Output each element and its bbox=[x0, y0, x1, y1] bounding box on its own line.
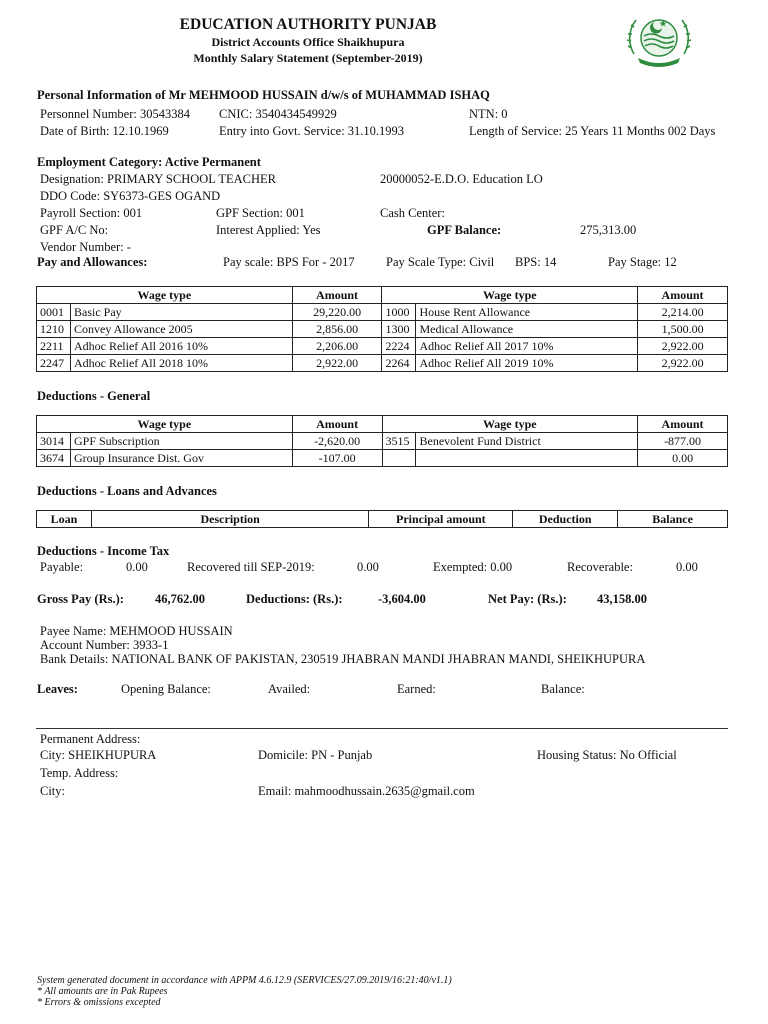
loan-header: Loan bbox=[37, 511, 92, 528]
bps: BPS: 14 bbox=[515, 255, 557, 269]
domicile: Domicile: PN - Punjab bbox=[258, 748, 373, 762]
table-row bbox=[37, 321, 728, 338]
tax-exempted: Exempted: 0.00 bbox=[433, 560, 513, 574]
wage-code: 3515 bbox=[382, 433, 416, 450]
wage-amount: 2,206.00 bbox=[292, 338, 382, 355]
deductions-total-value: -3,604.00 bbox=[378, 592, 426, 606]
leaves-label: Leaves: bbox=[37, 682, 78, 696]
employment-category: Employment Category: Active Permanent bbox=[37, 155, 261, 169]
punjab-government-logo-icon bbox=[624, 8, 694, 70]
tax-payable-label: Payable: bbox=[40, 560, 84, 574]
wage-code: 1210 bbox=[37, 321, 71, 338]
personal-info-heading: Personal Information of Mr MEHMOOD HUSSAIN d/w/s of MUHAMMAD ISHAQ bbox=[37, 88, 490, 102]
income-tax-heading: Deductions - Income Tax bbox=[37, 544, 170, 558]
date-of-birth: Date of Birth: 12.10.1969 bbox=[40, 124, 169, 138]
net-pay-value: 43,158.00 bbox=[597, 592, 647, 606]
table-row bbox=[37, 355, 728, 372]
wage-description: Medical Allowance bbox=[416, 321, 638, 338]
gpf-account-number: GPF A/C No: bbox=[40, 223, 109, 237]
pay-stage: Pay Stage: 12 bbox=[608, 255, 677, 269]
footer-currency-note: * All amounts are in Pak Rupees bbox=[37, 986, 168, 997]
leaves-earned: Earned: bbox=[397, 682, 436, 696]
tax-recovered-label: Recovered till SEP-2019: bbox=[187, 560, 315, 574]
principal-amount-header: Principal amount bbox=[369, 511, 513, 528]
wage-description: Adhoc Relief All 2018 10% bbox=[70, 355, 292, 372]
wage-type-header: Wage type bbox=[382, 287, 638, 304]
wage-description: Convey Allowance 2005 bbox=[70, 321, 292, 338]
tax-recovered-value: 0.00 bbox=[357, 560, 379, 574]
table-header-row bbox=[37, 416, 728, 433]
wage-amount: 1,500.00 bbox=[638, 321, 728, 338]
city: City: SHEIKHUPURA bbox=[40, 748, 157, 762]
personnel-number: Personnel Number: 30543384 bbox=[40, 107, 190, 121]
wage-code: 2264 bbox=[382, 355, 416, 372]
description-header: Description bbox=[91, 511, 368, 528]
table-row bbox=[37, 304, 728, 321]
wage-description bbox=[416, 450, 638, 467]
wage-description: Adhoc Relief All 2019 10% bbox=[416, 355, 638, 372]
gpf-balance-label: GPF Balance: bbox=[427, 223, 502, 237]
wage-code: 0001 bbox=[37, 304, 71, 321]
table-header-row bbox=[37, 511, 728, 528]
govt-service-entry: Entry into Govt. Service: 31.10.1993 bbox=[219, 124, 405, 138]
wage-amount: 29,220.00 bbox=[292, 304, 382, 321]
wage-code: 3014 bbox=[37, 433, 71, 450]
table-row bbox=[37, 338, 728, 355]
wage-code: 1000 bbox=[382, 304, 416, 321]
wage-description: House Rent Allowance bbox=[416, 304, 638, 321]
tax-recoverable-value: 0.00 bbox=[676, 560, 698, 574]
permanent-address: Permanent Address: bbox=[40, 732, 141, 746]
deductions-total-label: Deductions: (Rs.): bbox=[246, 592, 343, 606]
amount-header: Amount bbox=[292, 416, 382, 433]
ntn: NTN: 0 bbox=[469, 107, 508, 121]
email: Email: mahmoodhussain.2635@gmail.com bbox=[258, 784, 475, 798]
pay-scale-type: Pay Scale Type: Civil bbox=[386, 255, 495, 269]
statement-title: Monthly Salary Statement (September-2019) bbox=[193, 51, 423, 65]
pay-allowances-heading: Pay and Allowances: bbox=[37, 255, 148, 269]
wage-code: 3674 bbox=[37, 450, 71, 467]
wage-amount: -2,620.00 bbox=[292, 433, 382, 450]
wage-amount: 2,922.00 bbox=[638, 355, 728, 372]
table-row bbox=[37, 450, 728, 467]
leaves-opening-balance: Opening Balance: bbox=[121, 682, 211, 696]
section-divider bbox=[36, 728, 728, 729]
wage-amount: -877.00 bbox=[638, 433, 728, 450]
loans-heading: Deductions - Loans and Advances bbox=[37, 484, 217, 498]
wage-code: 1300 bbox=[382, 321, 416, 338]
wage-description: Adhoc Relief All 2016 10% bbox=[70, 338, 292, 355]
wage-description: Basic Pay bbox=[70, 304, 292, 321]
leaves-availed: Availed: bbox=[268, 682, 311, 696]
gpf-balance-value: 275,313.00 bbox=[580, 223, 637, 237]
net-pay-label: Net Pay: (Rs.): bbox=[488, 592, 567, 606]
document-title: EDUCATION AUTHORITY PUNJAB bbox=[179, 16, 437, 33]
gross-pay-label: Gross Pay (Rs.): bbox=[37, 592, 124, 606]
wage-amount: 0.00 bbox=[638, 450, 728, 467]
wage-type-header: Wage type bbox=[37, 416, 293, 433]
office-name: District Accounts Office Shaikhupura bbox=[211, 35, 405, 49]
wage-code bbox=[382, 450, 416, 467]
wage-amount: 2,922.00 bbox=[638, 338, 728, 355]
designation: Designation: PRIMARY SCHOOL TEACHER bbox=[40, 172, 277, 186]
wage-amount: 2,214.00 bbox=[638, 304, 728, 321]
amount-header: Amount bbox=[638, 287, 728, 304]
tax-recoverable-label: Recoverable: bbox=[567, 560, 633, 574]
pay-scale: Pay scale: BPS For - 2017 bbox=[223, 255, 355, 269]
edo-office: 20000052-E.D.O. Education LO bbox=[380, 172, 543, 186]
wage-amount: 2,856.00 bbox=[292, 321, 382, 338]
gpf-section: GPF Section: 001 bbox=[216, 206, 305, 220]
deductions-general-heading: Deductions - General bbox=[37, 389, 151, 403]
housing-status: Housing Status: No Official bbox=[537, 748, 677, 762]
cnic: CNIC: 3540434549929 bbox=[219, 107, 337, 121]
table-header-row bbox=[37, 287, 728, 304]
temp-address: Temp. Address: bbox=[40, 766, 119, 780]
wage-code: 2247 bbox=[37, 355, 71, 372]
footer-errors-note: * Errors & omissions excepted bbox=[37, 997, 161, 1008]
payee-name: Payee Name: MEHMOOD HUSSAIN bbox=[40, 624, 233, 638]
amount-header: Amount bbox=[638, 416, 728, 433]
footer-system-note: System generated document in accordance with APPM 4.6.12.9 (SERVICES/27.09.2019/16:21:40/v1.1) bbox=[37, 975, 452, 986]
account-number: Account Number: 3933-1 bbox=[40, 638, 169, 652]
loans-table bbox=[36, 510, 728, 528]
wage-description: Group Insurance Dist. Gov bbox=[70, 450, 292, 467]
wage-description: Benevolent Fund District bbox=[416, 433, 638, 450]
interest-applied: Interest Applied: Yes bbox=[216, 223, 321, 237]
tax-payable-value: 0.00 bbox=[126, 560, 148, 574]
wage-amount: 2,922.00 bbox=[292, 355, 382, 372]
table-row bbox=[37, 433, 728, 450]
wage-code: 2224 bbox=[382, 338, 416, 355]
cash-center: Cash Center: bbox=[380, 206, 445, 220]
wage-description: GPF Subscription bbox=[70, 433, 292, 450]
wage-type-header: Wage type bbox=[37, 287, 293, 304]
wage-type-header: Wage type bbox=[382, 416, 638, 433]
payroll-section: Payroll Section: 001 bbox=[40, 206, 143, 220]
wage-description: Adhoc Relief All 2017 10% bbox=[416, 338, 638, 355]
gross-pay-value: 46,762.00 bbox=[155, 592, 205, 606]
balance-header: Balance bbox=[618, 511, 728, 528]
vendor-number: Vendor Number: - bbox=[40, 240, 131, 254]
deductions-general-table bbox=[36, 415, 728, 467]
wage-amount: -107.00 bbox=[292, 450, 382, 467]
bank-details: Bank Details: NATIONAL BANK OF PAKISTAN, 230519 JHABRAN MANDI JHABRAN MANDI, SHEIKHUPURA bbox=[40, 652, 646, 666]
pay-allowances-table bbox=[36, 286, 728, 372]
temp-city: City: bbox=[40, 784, 66, 798]
ddo-code: DDO Code: SY6373-GES OGAND bbox=[40, 189, 221, 203]
length-of-service: Length of Service: 25 Years 11 Months 002 Days bbox=[469, 124, 716, 138]
wage-code: 2211 bbox=[37, 338, 71, 355]
deduction-header: Deduction bbox=[513, 511, 618, 528]
leaves-balance: Balance: bbox=[541, 682, 585, 696]
amount-header: Amount bbox=[292, 287, 382, 304]
